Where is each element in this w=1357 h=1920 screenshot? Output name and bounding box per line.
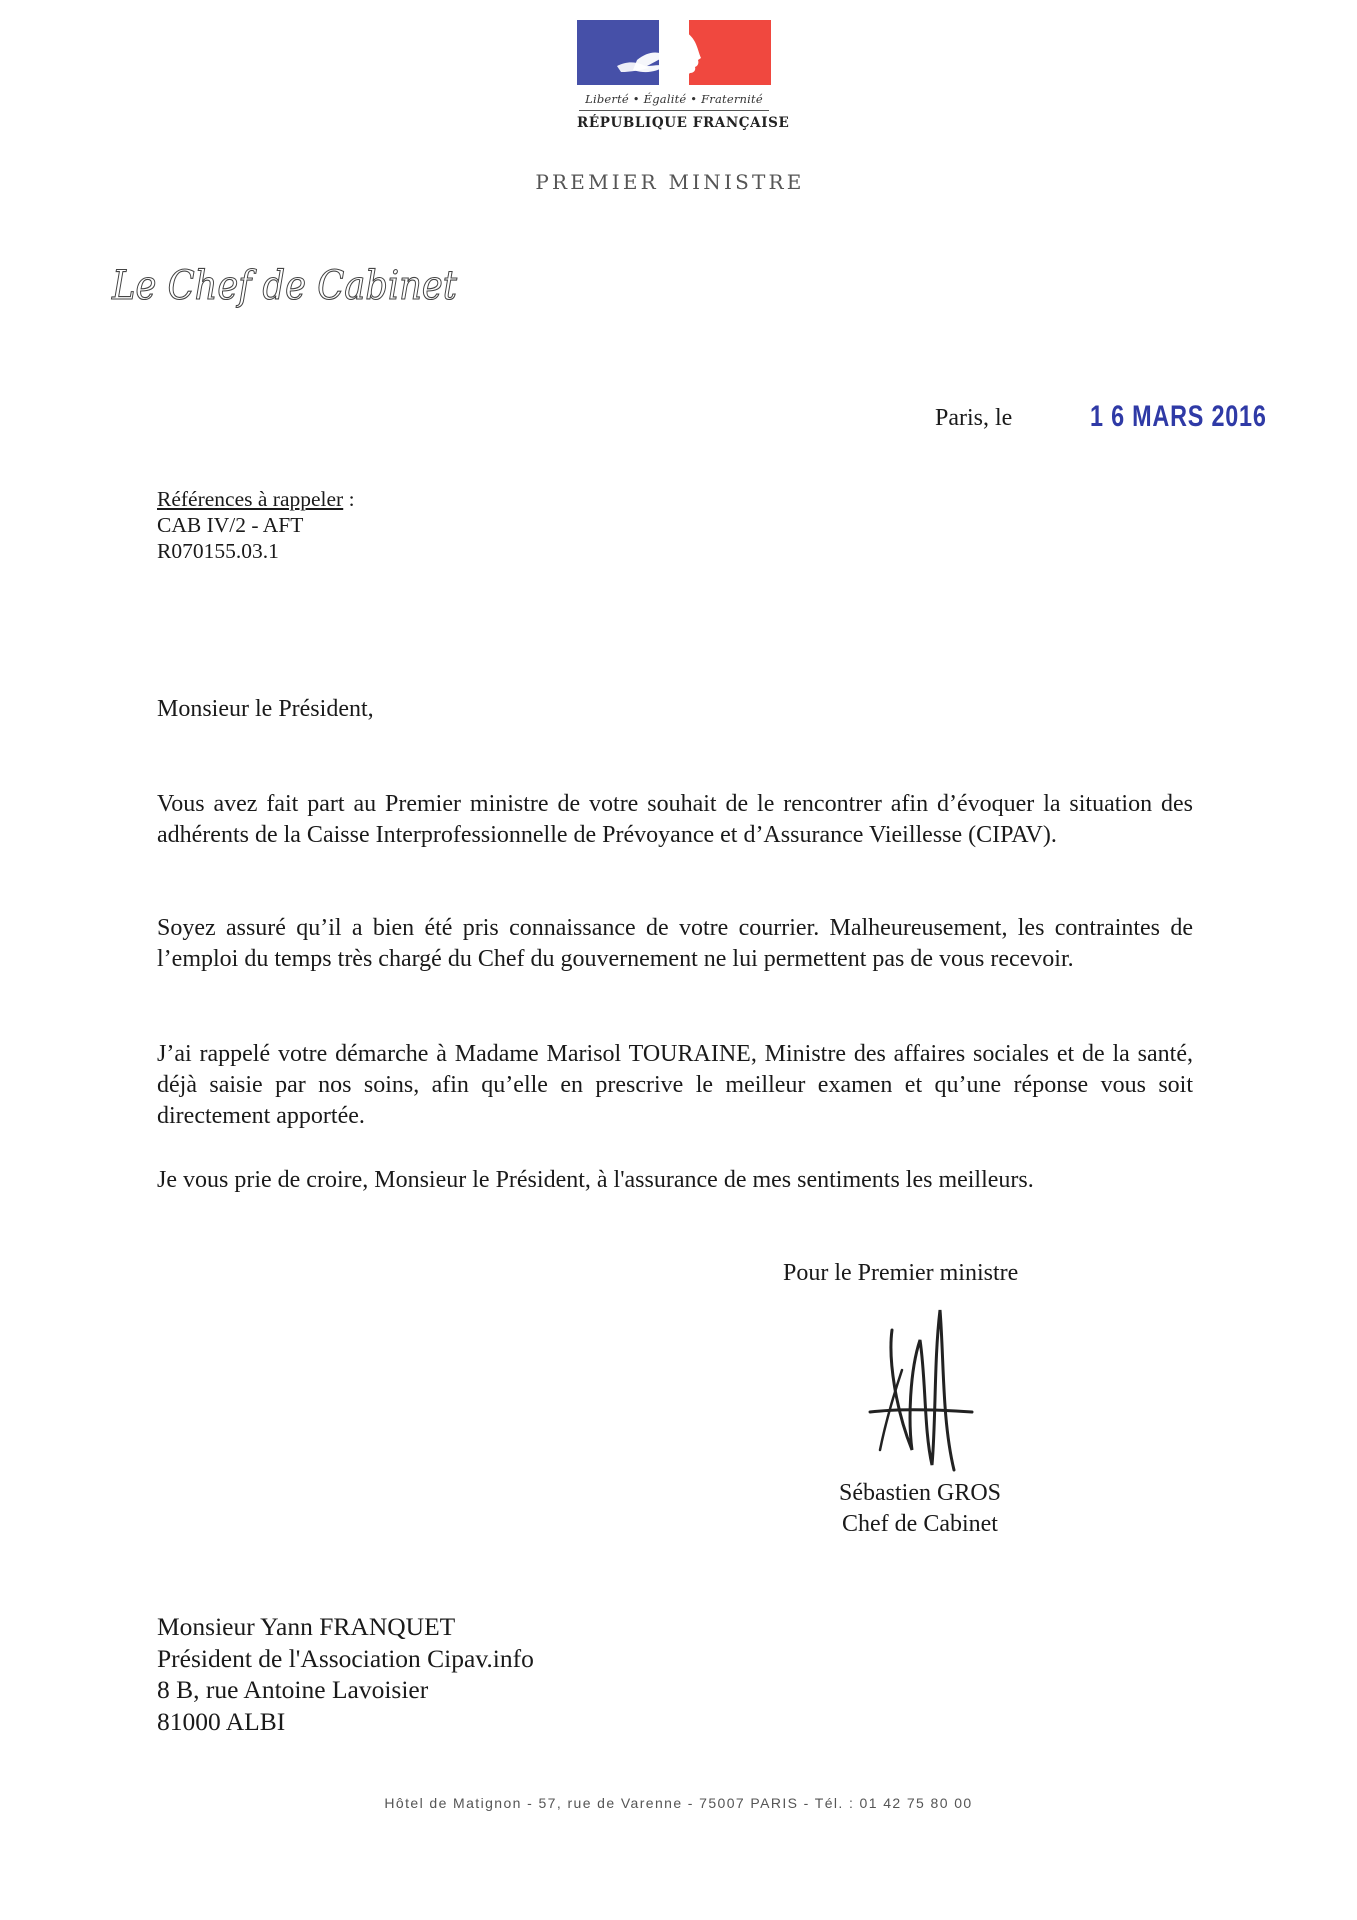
letter-closing: Je vous prie de croire, Monsieur le Président, à l'assurance de mes sentiments les meilleurs. [157, 1167, 1034, 1193]
marianne-logo [577, 20, 790, 136]
handwritten-signature [862, 1300, 982, 1475]
footer-address: Hôtel de Matignon - 57, rue de Varenne - 75007 PARIS - Tél. : 01 42 75 80 00 [384, 1795, 973, 1811]
letter-paragraph: Vous avez fait part au Premier ministre de votre souhait de le rencontrer afin d’évoquer la situation des adhérents de la Caisse Interprofessionnelle de Prévoyance et d’Assurance Vieillesse (CIPAV). [157, 791, 1193, 848]
on-behalf-line: Pour le Premier ministre [783, 1260, 1019, 1286]
letter-paragraph: J’ai rappelé votre démarche à Madame Marisol TOURAINE, Ministre des affaires sociales et de la santé, déjà saisie par nos soins, afin qu’elle en prescrive le meilleur examen et qu’une réponse vous soit directement apportée. [157, 1041, 1193, 1129]
recipient-address [157, 1611, 534, 1737]
letter-paragraph: Soyez assuré qu’il a bien été pris connaissance de votre courrier. Malheureusement, les contraintes de l’emploi du temps très chargé du Chef du gouvernement ne lui permettent pas de vous recevoir. [157, 915, 1193, 972]
date-stamp: 1 6 MARS 2016 [1090, 400, 1267, 433]
marianne-flag-icon [577, 20, 771, 85]
salutation: Monsieur le Président, [157, 696, 374, 722]
chef-de-cabinet-calligraphy [108, 255, 468, 325]
recipient-line: 8 B, rue Antoine Lavoisier [157, 1675, 429, 1704]
reference-line: R070155.03.1 [157, 539, 279, 563]
references-block [157, 486, 355, 564]
reference-line: CAB IV/2 - AFT [157, 513, 304, 537]
republic-motto: Liberté • Égalité • Fraternité [585, 92, 763, 106]
references-heading [157, 486, 355, 512]
recipient-line: 81000 ALBI [157, 1706, 286, 1736]
svg-text:Le Chef de Cabinet: Le Chef de Cabinet [111, 263, 458, 309]
ministry-name: PREMIER MINISTRE [535, 170, 805, 194]
references-heading-text: Références à rappeler [157, 487, 344, 511]
signer-block [830, 1478, 1010, 1540]
logo-divider [579, 110, 769, 111]
republic-name: RÉPUBLIQUE FRANÇAISE [577, 115, 790, 131]
date-label: Paris, le [935, 405, 1013, 431]
references-heading-suffix: : [343, 487, 355, 511]
signer-name: Sébastien GROS [839, 1480, 1001, 1506]
recipient-line: Monsieur Yann FRANQUET [157, 1612, 456, 1641]
recipient-line: Président de l'Association Cipav.info [157, 1643, 534, 1673]
signer-title: Chef de Cabinet [842, 1511, 998, 1537]
